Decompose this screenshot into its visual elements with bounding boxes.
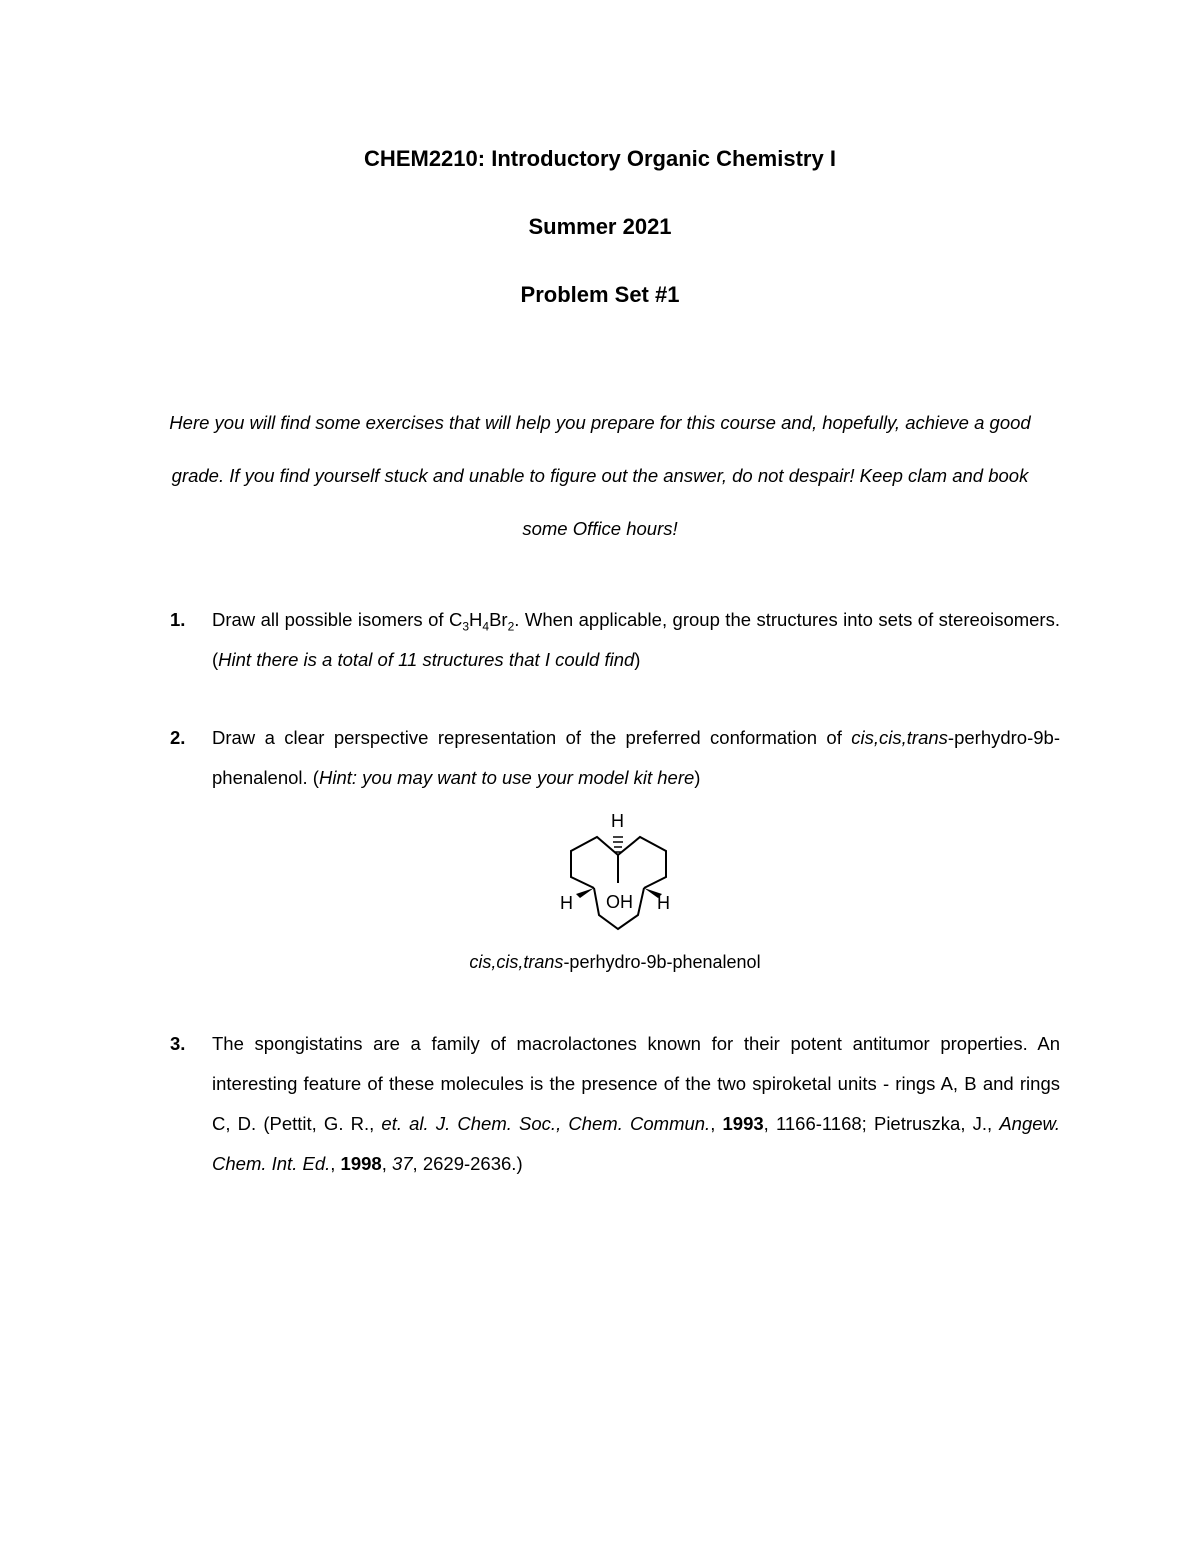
journal-citation: J. Chem. Soc., Chem. Commun.: [435, 1113, 711, 1134]
journal-citation: Angew. Chem. Int. Ed.: [212, 1113, 1061, 1174]
term-title: Summer 2021: [528, 214, 672, 239]
hint-text: Hint there is a total of 11 structures that I could find: [218, 649, 635, 670]
question-1: [170, 600, 1060, 680]
figure-caption: cis,cis,trans-perhydro-9b-phenalenol: [469, 952, 761, 972]
hint-text: Hint: you may want to use your model kit here: [318, 767, 695, 788]
label-oh: OH: [606, 892, 633, 912]
question-body: The spongistatins are a family of macrolactones known for their potent antitumor properties. An interesting feature of these molecules is the presence of the two spiroketal units - rings A, B and rings C, D. (Pettit, G. R., et. al. J. Chem. Soc., Chem. Commun., 1993, 1166-1168; Pietruszka, J., Angew. Chem. Int. Ed., 1998, 37, 2629-2636.): [212, 1033, 1061, 1174]
question-3: [170, 1024, 1060, 1184]
label-h-right: H: [657, 893, 670, 913]
question-number: 2.: [170, 727, 186, 748]
question-body: Draw all possible isomers of $C_3H_4Br_2$. When applicable, group the structures into sets of stereoisomers. (Hint there is a total of 11 structures that I could find): [212, 609, 1060, 670]
question-number: 1.: [170, 609, 186, 630]
right-ring-bonds: [618, 837, 666, 888]
question-number: 3.: [170, 1033, 186, 1054]
problem-set-title: Problem Set #1: [520, 282, 680, 307]
intro-line-1: Here you will find some exercises that will help you prepare for this course and, hopefully, achieve a good: [169, 412, 1031, 433]
label-h-left: H: [560, 893, 573, 913]
phenalenol-structure: [550, 805, 690, 940]
course-title: CHEM2210: Introductory Organic Chemistry I: [364, 146, 836, 171]
left-ring-bonds: [571, 837, 618, 888]
intro-paragraph: [140, 396, 1060, 555]
bold-wedge-left: [576, 888, 594, 898]
intro-line-2: grade. If you find yourself stuck and unable to figure out the answer, do not despair! Keep clam and book: [171, 465, 1029, 486]
question-2: [170, 718, 1060, 798]
hashed-wedge-top: [613, 837, 623, 852]
question-body: Draw a clear perspective representation of the preferred conformation of cis,cis,trans-perhydro-9b-phenalenol. (Hint: you may want to use your model kit here): [212, 727, 1060, 788]
intro-line-3: some Office hours!: [522, 518, 678, 539]
label-h-top: H: [611, 811, 624, 831]
